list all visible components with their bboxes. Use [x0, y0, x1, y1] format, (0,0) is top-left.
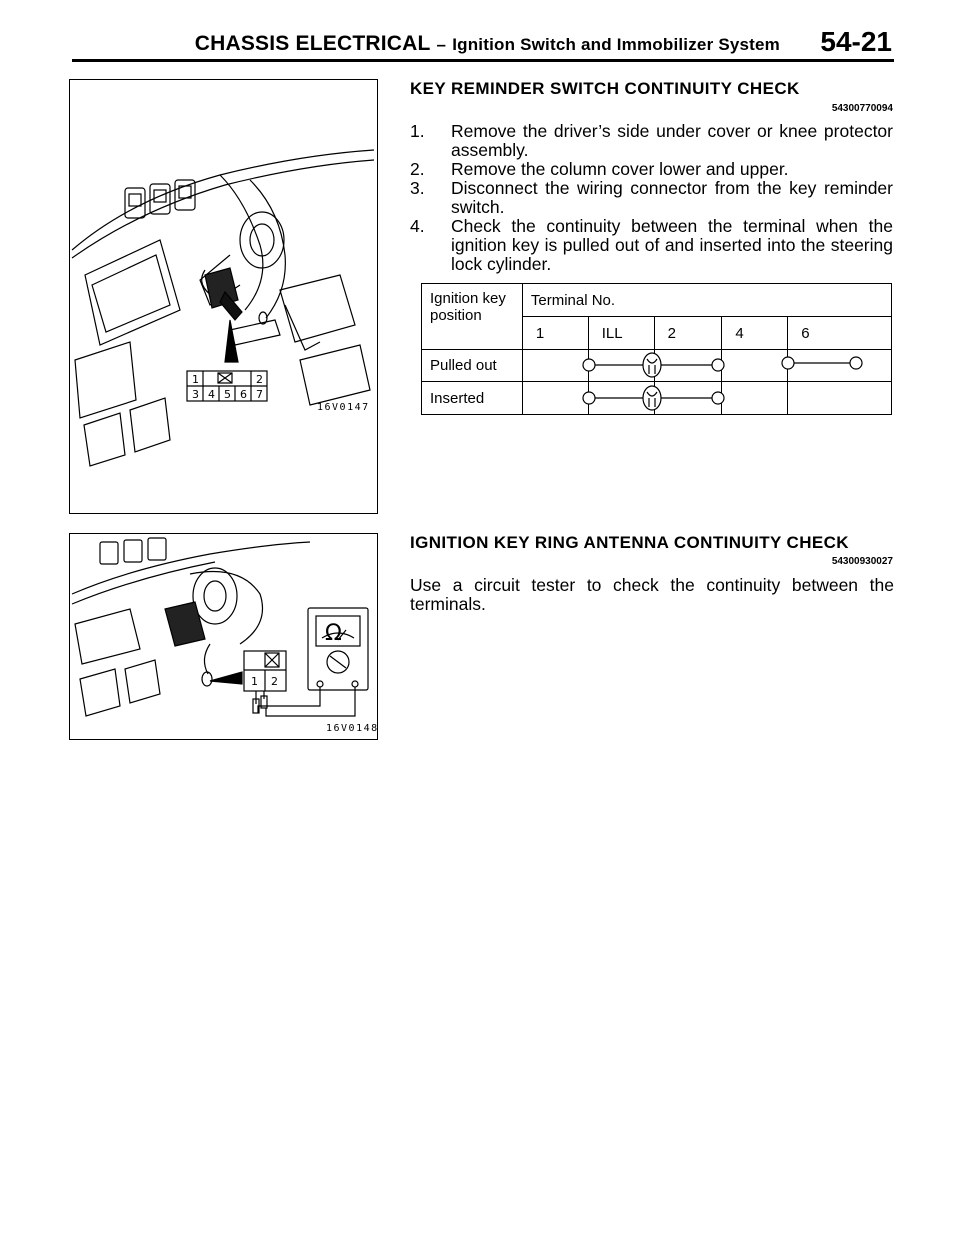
header-title-group — [195, 32, 780, 56]
terminal-header: 4 — [722, 317, 788, 350]
figure-key-reminder-switch — [69, 79, 378, 514]
section-title: KEY REMINDER SWITCH CONTINUITY CHECK — [410, 79, 800, 98]
step-item — [410, 160, 893, 179]
figure2-labels — [70, 534, 376, 738]
step-number: 4. — [410, 216, 425, 236]
pin-label: 1 — [251, 675, 258, 688]
header-title: CHASSIS ELECTRICAL — [194, 32, 431, 55]
pin-label: 1 — [192, 373, 199, 386]
step-number: 3. — [410, 178, 425, 198]
pin-label: 3 — [192, 388, 199, 401]
section-title: IGNITION KEY RING ANTENNA CONTINUITY CHECK — [410, 533, 849, 552]
step-text: Check the continuity between the terminal when the ignition key is pulled out of and inserted into the steering lock cylinder. — [451, 216, 893, 274]
pin-label: 5 — [224, 388, 231, 401]
step-item — [410, 122, 893, 160]
step-item — [410, 179, 893, 217]
procedure-steps — [410, 122, 893, 274]
terminal-header: 1 — [522, 317, 588, 350]
connector-pin-labels-1 — [70, 80, 376, 512]
figure-code: 16V0147 — [317, 402, 370, 413]
page-number: 54-21 — [820, 26, 892, 57]
pin-label: 2 — [256, 373, 263, 386]
figure-key-ring-antenna — [69, 533, 378, 740]
step-text: Disconnect the wiring connector from the key reminder switch. — [451, 178, 893, 217]
step-number: 1. — [410, 121, 425, 141]
terminal-header: 6 — [788, 317, 892, 350]
header-rule — [72, 59, 894, 62]
terminal-header: 2 — [654, 317, 722, 350]
row-header: Ignition key position — [422, 284, 523, 350]
pin-label: 7 — [256, 388, 263, 401]
step-text: Remove the column cover lower and upper. — [451, 159, 789, 179]
step-number: 2. — [410, 159, 425, 179]
terminal-header: ILL — [588, 317, 654, 350]
header-subtitle: Ignition Switch and Immobilizer System — [452, 35, 780, 54]
continuity-table — [421, 283, 892, 415]
header-dash: – — [436, 35, 447, 54]
row-label: Inserted — [422, 382, 523, 415]
pin-label: 4 — [208, 388, 215, 401]
step-item — [410, 217, 893, 274]
terminal-group-header: Terminal No. — [522, 284, 891, 317]
pin-label: 6 — [240, 388, 247, 401]
section-code: 54300770094 — [831, 103, 893, 114]
page-header — [0, 26, 892, 62]
section-code: 54300930027 — [831, 556, 893, 567]
ohm-symbol: Ω — [325, 621, 342, 646]
row-label: Pulled out — [422, 350, 523, 382]
step-text: Remove the driver’s side under cover or knee protector assembly. — [451, 121, 893, 160]
pin-label: 2 — [271, 675, 278, 688]
section-paragraph: Use a circuit tester to check the continuity between the terminals. — [410, 575, 894, 614]
figure-code: 16V0148 — [326, 723, 379, 734]
